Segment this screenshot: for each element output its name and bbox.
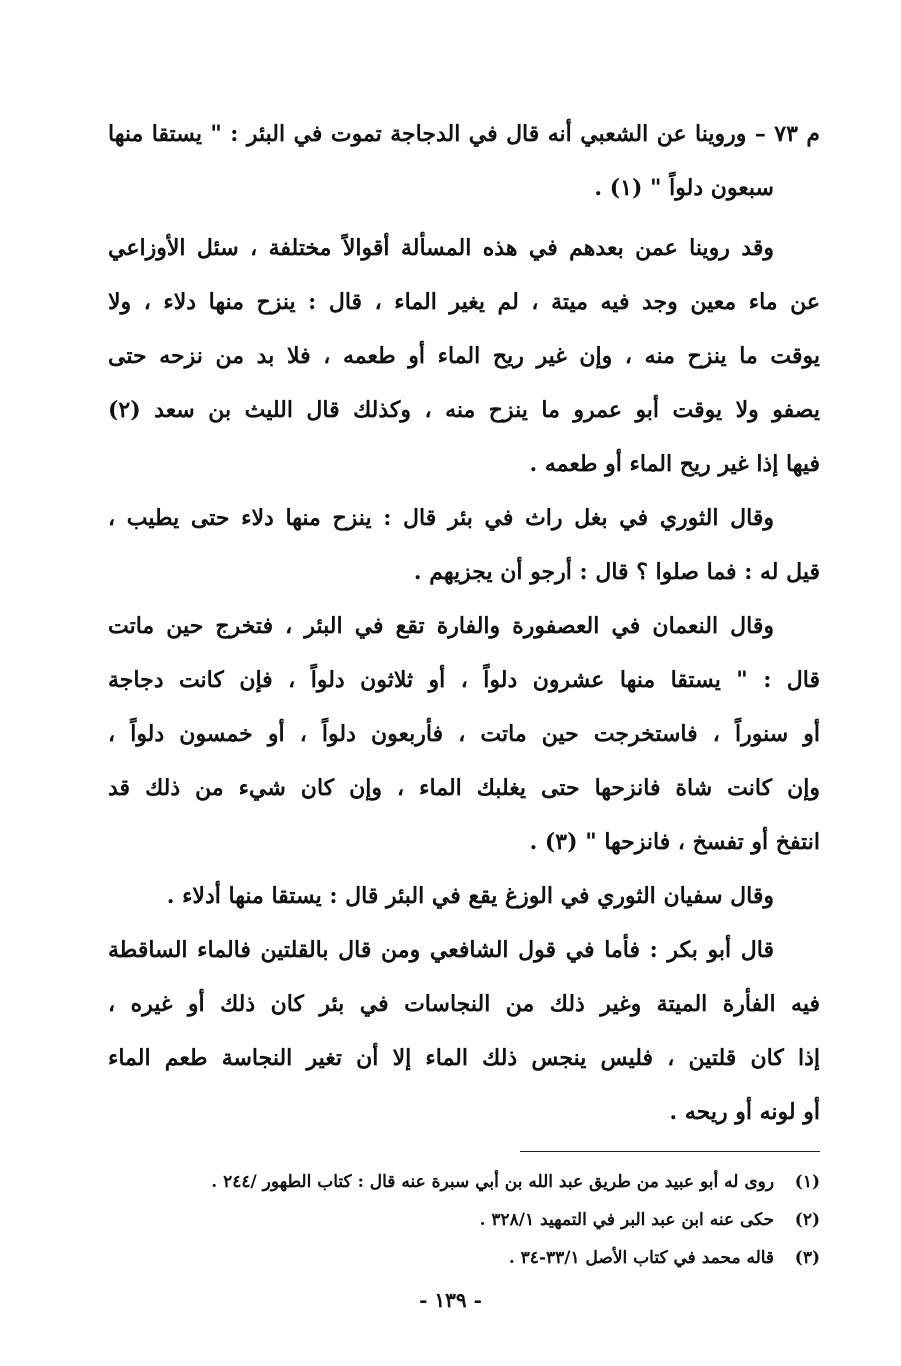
footnote-text: حكى عنه ابن عبد البر في التمهيد ٣٢٨/١ .	[479, 1210, 775, 1230]
page-number: - ١٣٩ -	[419, 1288, 482, 1312]
text-line: فيها إذا غير ريح الماء أو طعمه .	[529, 451, 820, 477]
text-line: يوقت ما ينزح منه ، وإن غير ريح الماء أو طعمه ، فلا بد من نزحه حتى	[108, 343, 820, 369]
text-line: وقال سفيان الثوري في الوزغ يقع في البئر قال : يستقا منها أدلاء .	[166, 883, 774, 909]
footnotes	[180, 1163, 820, 1277]
text-line: أو سنوراً ، فاستخرجت حين ماتت ، فأربعون دلواً ، أو خمسون دلواً ،	[108, 721, 820, 747]
footnote-number: (٢)	[794, 1210, 820, 1230]
footnote-divider	[520, 1151, 820, 1152]
text-line: قال : " يستقا منها عشرون دلواً ، أو ثلاثون دلواً ، فإن كانت دجاجة	[108, 667, 820, 693]
footnote-text: قاله محمد في كتاب الأصل ٣٣/١-٣٤ .	[508, 1248, 775, 1268]
main-text	[108, 107, 820, 1139]
text-line: يصفو ولا يوقت أبو عمرو ما ينزح منه ، وكذلك قال الليث بن سعد (٢)	[108, 397, 820, 423]
text-line: أو لونه أو ريحه .	[669, 1099, 820, 1125]
text-line: وقد روينا عمن بعدهم في هذه المسألة أقوالاً مختلفة ، سئل الأوزاعي	[108, 235, 774, 261]
text-line: انتفخ أو تفسخ ، فانزحها " (٣) .	[529, 829, 820, 855]
text-line: م ٧٣ – وروينا عن الشعبي أنه قال في الدجاجة تموت في البئر : " يستقا منها	[108, 121, 820, 147]
footnote	[180, 1163, 820, 1201]
text-line: قيل له : فما صلوا ؟ قال : أرجو أن يجزيهم .	[413, 559, 820, 585]
footnote-number: (١)	[794, 1172, 820, 1192]
text-line: إذا كان قلتين ، فليس ينجس ذلك الماء إلا أن تغير النجاسة طعم الماء	[108, 1045, 821, 1071]
text-line: وقال الثوري في بغل راث في بئر قال : ينزح منها دلاء حتى يطيب ،	[108, 505, 774, 531]
footnote-number: (٣)	[794, 1248, 820, 1268]
footnote	[180, 1239, 820, 1277]
text-line: سبعون دلواً " (١) .	[594, 175, 774, 201]
text-line: وقال النعمان في العصفورة والفارة تقع في البئر ، فتخرج حين ماتت	[108, 613, 774, 639]
text-line: عن ماء معين وجد فيه ميتة ، لم يغير الماء ، قال : ينزح منها دلاء ، ولا	[108, 289, 820, 315]
text-line: قال أبو بكر : فأما في قول الشافعي ومن قال بالقلتين فالماء الساقطة	[108, 937, 774, 963]
footnote	[180, 1201, 820, 1239]
text-line: فيه الفأرة الميتة وغير ذلك من النجاسات في بئر كان ذلك أو غيره ،	[108, 991, 820, 1017]
text-line: وإن كانت شاة فانزحها حتى يغلبك الماء ، وإن كان شيء من ذلك قد	[108, 775, 820, 801]
footnote-text: روى له أبو عبيد من طريق عبد الله بن أبي سبرة عنه قال : كتاب الطهور /٢٤٤ .	[211, 1172, 775, 1192]
